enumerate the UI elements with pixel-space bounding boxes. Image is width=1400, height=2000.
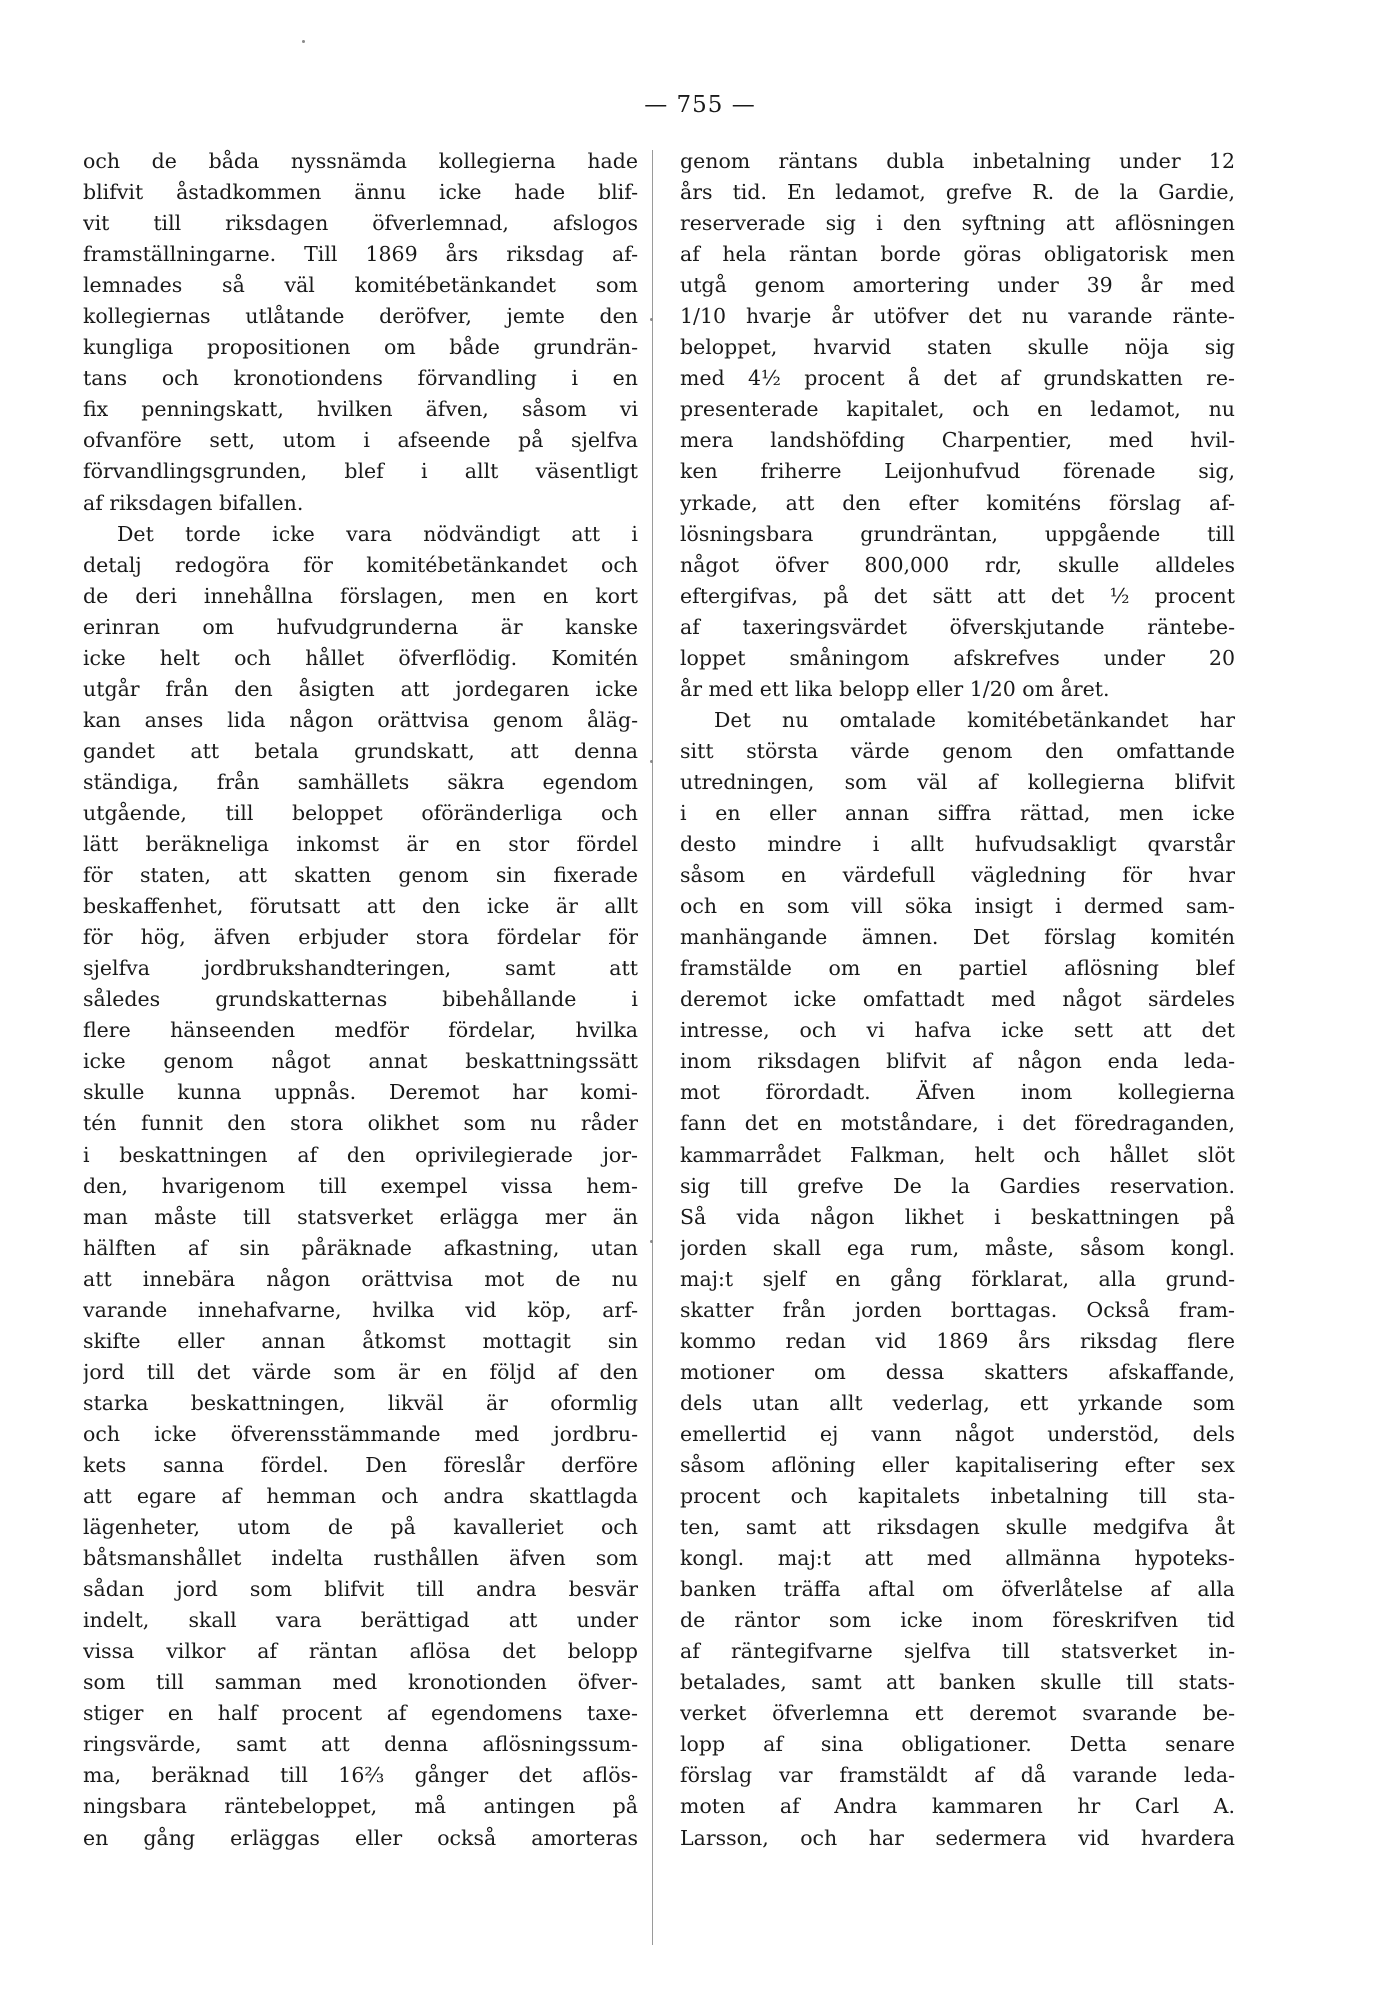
text-line: Det torde icke vara nödvändigt att i [117,521,638,546]
text-line: kungliga propositionen om både grundrän- [83,335,638,360]
text-line: och en som vill söka insigt i dermed sam- [680,894,1235,919]
text-line: eftergifvas, på det sätt att det ½ procent [680,583,1235,608]
text-line: reserverade sig i den syftning att aflösningen [680,211,1235,236]
text-line: sitt största värde genom den omfattande [680,738,1235,763]
text-line: lösningsbara grundräntan, uppgående till [680,521,1235,546]
text-line: utgående, till beloppet oföränderliga och [83,800,638,825]
text-line: motioner om dessa skatters afskaffande, [680,1359,1235,1384]
text-line: varande innehafvarne, hvilka vid köp, arf- [83,1297,638,1322]
text-line: fann det en motståndare, i det föredraganden, [680,1111,1235,1136]
scan-speck [650,760,653,763]
text-line: beskaffenhet, förutsatt att den icke är allt [83,894,638,919]
text-line: kan anses lida någon orättvisa genom åläg- [83,707,638,732]
text-line: utgå genom amortering under 39 år med [680,273,1235,298]
text-line: att innebära någon orättvisa mot de nu [83,1266,638,1291]
text-line: skifte eller annan åtkomst mottagit sin [83,1328,638,1353]
text-line: Larsson, och har sedermera vid hvardera [680,1825,1235,1850]
text-line: dels utan allt vederlag, ett yrkande som [680,1390,1235,1415]
text-line: sjelfva jordbrukshandteringen, samt att [83,956,638,981]
text-line: kollegiernas utlåtande deröfver, jemte den [83,304,638,329]
text-line: den, hvarigenom till exempel vissa hem- [83,1173,638,1198]
text-line: något öfver 800,000 rdr, skulle alldeles [680,552,1235,577]
text-line: således grundskatternas bibehållande i [83,987,638,1012]
text-line: ningsbara räntebeloppet, må antingen på [83,1794,638,1819]
text-line: och icke öfverensstämmande med jordbru- [83,1421,638,1446]
scan-speck [650,318,653,321]
text-line: ofvanföre sett, utom i afseende på sjelfva [83,428,638,453]
text-line: verket öfverlemna ett deremot svarande be- [680,1701,1235,1726]
text-line: för hög, äfven erbjuder stora fördelar för [83,925,638,950]
right-column [680,146,1235,1956]
text-line: skulle kunna uppnås. Deremot har komi- [83,1080,638,1105]
text-line: sig till grefve De la Gardies reservation. [680,1173,1235,1198]
text-line: fix penningskatt, hvilken äfven, såsom vi [83,397,638,422]
scan-speck [302,40,305,43]
text-line: presenterade kapitalet, och en ledamot, nu [680,397,1235,422]
text-line: deremot icke omfattadt med något särdeles [680,987,1235,1012]
text-line: indelt, skall vara berättigad att under [83,1608,638,1633]
text-line: hälften af sin påräknade afkastning, utan [83,1235,638,1260]
text-line: de räntor som icke inom föreskrifven tid [680,1608,1235,1633]
text-line: moten af Andra kammaren hr Carl A. [680,1794,1235,1819]
text-line: som till samman med kronotionden öfver- [83,1670,638,1695]
text-line: kommo redan vid 1869 års riksdag flere [680,1328,1235,1353]
text-line: banken träffa aftal om öfverlåtelse af alla [680,1577,1235,1602]
text-line: kets sanna fördel. Den föreslår derföre [83,1452,638,1477]
text-line: Det nu omtalade komitébetänkandet har [714,707,1235,732]
text-line: sådan jord som blifvit till andra besvär [83,1577,638,1602]
text-line: af riksdagen bifallen. [83,490,304,515]
text-line: icke genom något annat beskattningssätt [83,1049,638,1074]
text-line: såsom en värdefull vägledning för hvar [680,863,1235,888]
text-line: flere hänseenden medför fördelar, hvilka [83,1018,638,1043]
text-line: framställningarne. Till 1869 års riksdag af- [83,242,638,267]
text-line: vit till riksdagen öfverlemnad, afslogos [83,211,638,236]
text-line: ma, beräknad till 16⅔ gånger det aflös- [83,1763,638,1788]
text-line: vissa vilkor af räntan aflösa det belopp [83,1639,638,1664]
text-line: stiger en half procent af egendomens taxe- [83,1701,638,1726]
text-line: kongl. maj:t att med allmänna hypoteks- [680,1546,1235,1571]
text-line: jorden skall ega rum, måste, såsom kongl. [680,1235,1235,1260]
text-line: förvandlingsgrunden, blef i allt väsentligt [83,459,638,484]
text-line: lätt beräkneliga inkomst är en stor fördel [83,832,638,857]
text-line: ständiga, från samhällets säkra egendom [83,769,638,794]
text-line: betalades, samt att banken skulle till stats- [680,1670,1235,1695]
text-line: mera landshöfding Charpentier, med hvil- [680,428,1235,453]
text-line: af taxeringsvärdet öfverskjutande räntebe- [680,614,1235,639]
text-line: detalj redogöra för komitébetänkandet och [83,552,638,577]
text-line: ken friherre Leijonhufvud förenade sig, [680,459,1235,484]
text-line: lemnades så väl komitébetänkandet som [83,273,638,298]
text-line: gandet att betala grundskatt, att denna [83,738,638,763]
left-column [83,146,638,1956]
text-line: man måste till statsverket erlägga mer än [83,1204,638,1229]
text-line: utredningen, som väl af kollegierna blifvit [680,769,1235,794]
page-number: — 755 — [644,92,756,118]
text-line: genom räntans dubla inbetalning under 12 [680,149,1235,173]
text-line: yrkade, att den efter komiténs förslag af- [680,490,1235,515]
text-line: af räntegifvarne sjelfva till statsverket in- [680,1639,1235,1664]
text-line: för staten, att skatten genom sin fixerade [83,863,638,888]
text-line: inom riksdagen blifvit af någon enda leda- [680,1049,1235,1074]
text-line: beloppet, hvarvid staten skulle nöja sig [680,335,1235,360]
text-line: års tid. En ledamot, grefve R. de la Gardie, [680,180,1235,205]
text-line: ten, samt att riksdagen skulle medgifva åt [680,1515,1235,1540]
text-line: skatter från jorden borttagas. Också fram- [680,1297,1235,1322]
text-line: intresse, och vi hafva icke sett att det [680,1018,1235,1043]
text-line: jord till det värde som är en följd af den [83,1359,638,1384]
text-line: en gång erläggas eller också amorteras [83,1825,638,1850]
text-line: i beskattningen af den oprivilegierade jor- [83,1142,638,1167]
text-line: förslag var framstäldt af då varande leda- [680,1763,1235,1788]
text-line: båtsmanshållet indelta rusthållen äfven som [83,1546,638,1571]
text-line: loppet småningom afskrefves under 20 [680,645,1235,670]
text-line: och de båda nyssnämda kollegierna hade [83,149,638,173]
text-line: ringsvärde, samt att denna aflösningssum- [83,1732,638,1757]
text-line: starka beskattningen, likväl är oformlig [83,1390,638,1415]
text-line: af hela räntan borde göras obligatorisk men [680,242,1235,267]
text-line: att egare af hemman och andra skattlagda [83,1484,638,1509]
text-line: procent och kapitalets inbetalning till sta- [680,1484,1235,1509]
text-line: framstälde om en partiel aflösning blef [680,956,1235,981]
text-line: 1/10 hvarje år utöfver det nu varande ränte- [680,304,1235,329]
column-divider [652,150,653,1945]
text-line: maj:t sjelf en gång förklarat, alla grund- [680,1266,1235,1291]
text-line: år med ett lika belopp eller 1/20 om året. [680,676,1110,701]
text-line: de deri innehållna förslagen, men en kort [83,583,638,608]
text-line: tén funnit den stora olikhet som nu råder [83,1111,638,1136]
text-line: med 4½ procent å det af grundskatten re- [680,366,1235,391]
text-line: såsom aflöning eller kapitalisering efter sex [680,1452,1235,1477]
text-line: icke helt och hållet öfverflödig. Komitén [83,645,638,670]
text-line: erinran om hufvudgrunderna är kanske [83,614,638,639]
text-line: lopp af sina obligationer. Detta senare [680,1732,1235,1757]
text-line: mot förordadt. Äfven inom kollegierna [680,1080,1235,1105]
text-line: desto mindre i allt hufvudsakligt qvarstår [680,832,1235,857]
text-line: i en eller annan siffra rättad, men icke [680,800,1235,825]
text-line: kammarrådet Falkman, helt och hållet slöt [680,1142,1235,1167]
text-line: Så vida någon likhet i beskattningen på [680,1204,1235,1229]
text-line: emellertid ej vann något understöd, dels [680,1421,1235,1446]
text-line: blifvit åstadkommen ännu icke hade blif- [83,180,638,205]
text-line: manhängande ämnen. Det förslag komitén [680,925,1235,950]
text-line: utgår från den åsigten att jordegaren icke [83,676,638,701]
text-line: tans och kronotiondens förvandling i en [83,366,638,391]
scan-speck [650,1240,653,1243]
text-line: lägenheter, utom de på kavalleriet och [83,1515,638,1540]
